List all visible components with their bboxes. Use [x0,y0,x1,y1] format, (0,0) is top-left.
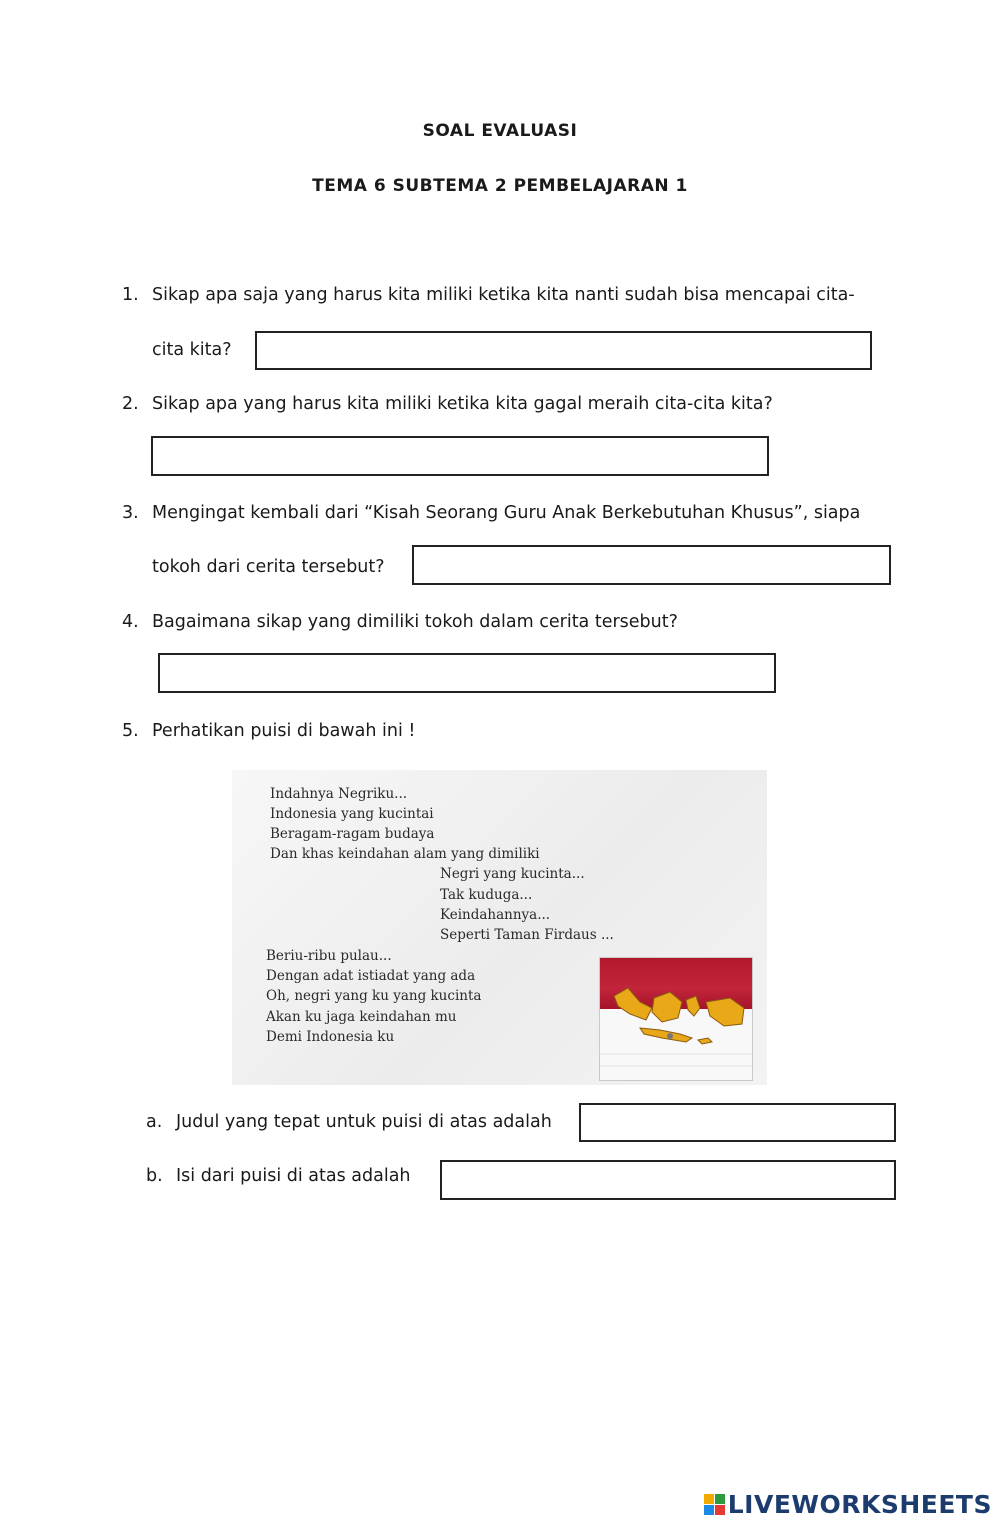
question-1-number: 1. [122,285,139,305]
liveworksheets-logo-icon [704,1494,725,1515]
answer-3-input[interactable] [412,545,891,585]
answer-4-input[interactable] [158,653,776,693]
liveworksheets-brand[interactable] [704,1490,992,1519]
poem-line: Demi Indonesia ku [266,1029,395,1045]
question-1-text: Sikap apa saja yang harus kita miliki ketika kita nanti sudah bisa mencapai cita- [152,285,855,305]
poem-line: Tak kuduga... [440,887,533,903]
brand-text: LIVEWORKSHEETS [727,1490,992,1519]
question-5-number: 5. [122,721,139,741]
answer-2-input[interactable] [151,436,769,476]
answer-5b-input[interactable] [440,1160,896,1200]
question-3-number: 3. [122,503,139,523]
question-5-text: Perhatikan puisi di bawah ini ! [152,721,416,741]
subquestion-b-text: Isi dari puisi di atas adalah [176,1166,411,1186]
question-4-number: 4. [122,612,139,632]
subquestion-a-text: Judul yang tepat untuk puisi di atas adalah [176,1112,552,1132]
question-2-number: 2. [122,394,139,414]
poem-line: Beragam-ragam budaya [270,826,435,842]
question-3-text: Mengingat kembali dari “Kisah Seorang Guru Anak Berkebutuhan Khusus”, siapa [152,503,861,523]
subquestion-a-letter: a. [146,1112,163,1132]
poem-line: Oh, negri yang ku yang kucinta [266,988,482,1004]
page-title: SOAL EVALUASI [422,121,578,141]
subquestion-b-letter: b. [146,1166,163,1186]
poem-line: Dengan adat istiadat yang ada [266,968,476,984]
poem-line: Beriu-ribu pulau... [266,948,392,964]
poem-line: Indahnya Negriku... [270,786,408,802]
answer-5a-input[interactable] [579,1103,896,1142]
question-1-text-cont: cita kita? [152,340,232,360]
poem-line: Seperti Taman Firdaus ... [440,927,614,943]
page-subtitle: TEMA 6 SUBTEMA 2 PEMBELAJARAN 1 [312,176,688,196]
poem-line: Keindahannya... [440,907,551,923]
poem-image [232,770,767,1085]
poem-line: Dan khas keindahan alam yang dimiliki [270,846,540,862]
question-2-text: Sikap apa yang harus kita miliki ketika kita gagal meraih cita-cita kita? [152,394,773,414]
poem-line: Indonesia yang kucintai [270,806,434,822]
poem-line: Akan ku jaga keindahan mu [266,1009,457,1025]
indonesia-flag-map-icon [599,957,753,1081]
question-4-text: Bagaimana sikap yang dimiliki tokoh dalam cerita tersebut? [152,612,678,632]
answer-1-input[interactable] [255,331,872,370]
poem-line: Negri yang kucinta... [440,866,585,882]
question-3-text-cont: tokoh dari cerita tersebut? [152,557,385,577]
